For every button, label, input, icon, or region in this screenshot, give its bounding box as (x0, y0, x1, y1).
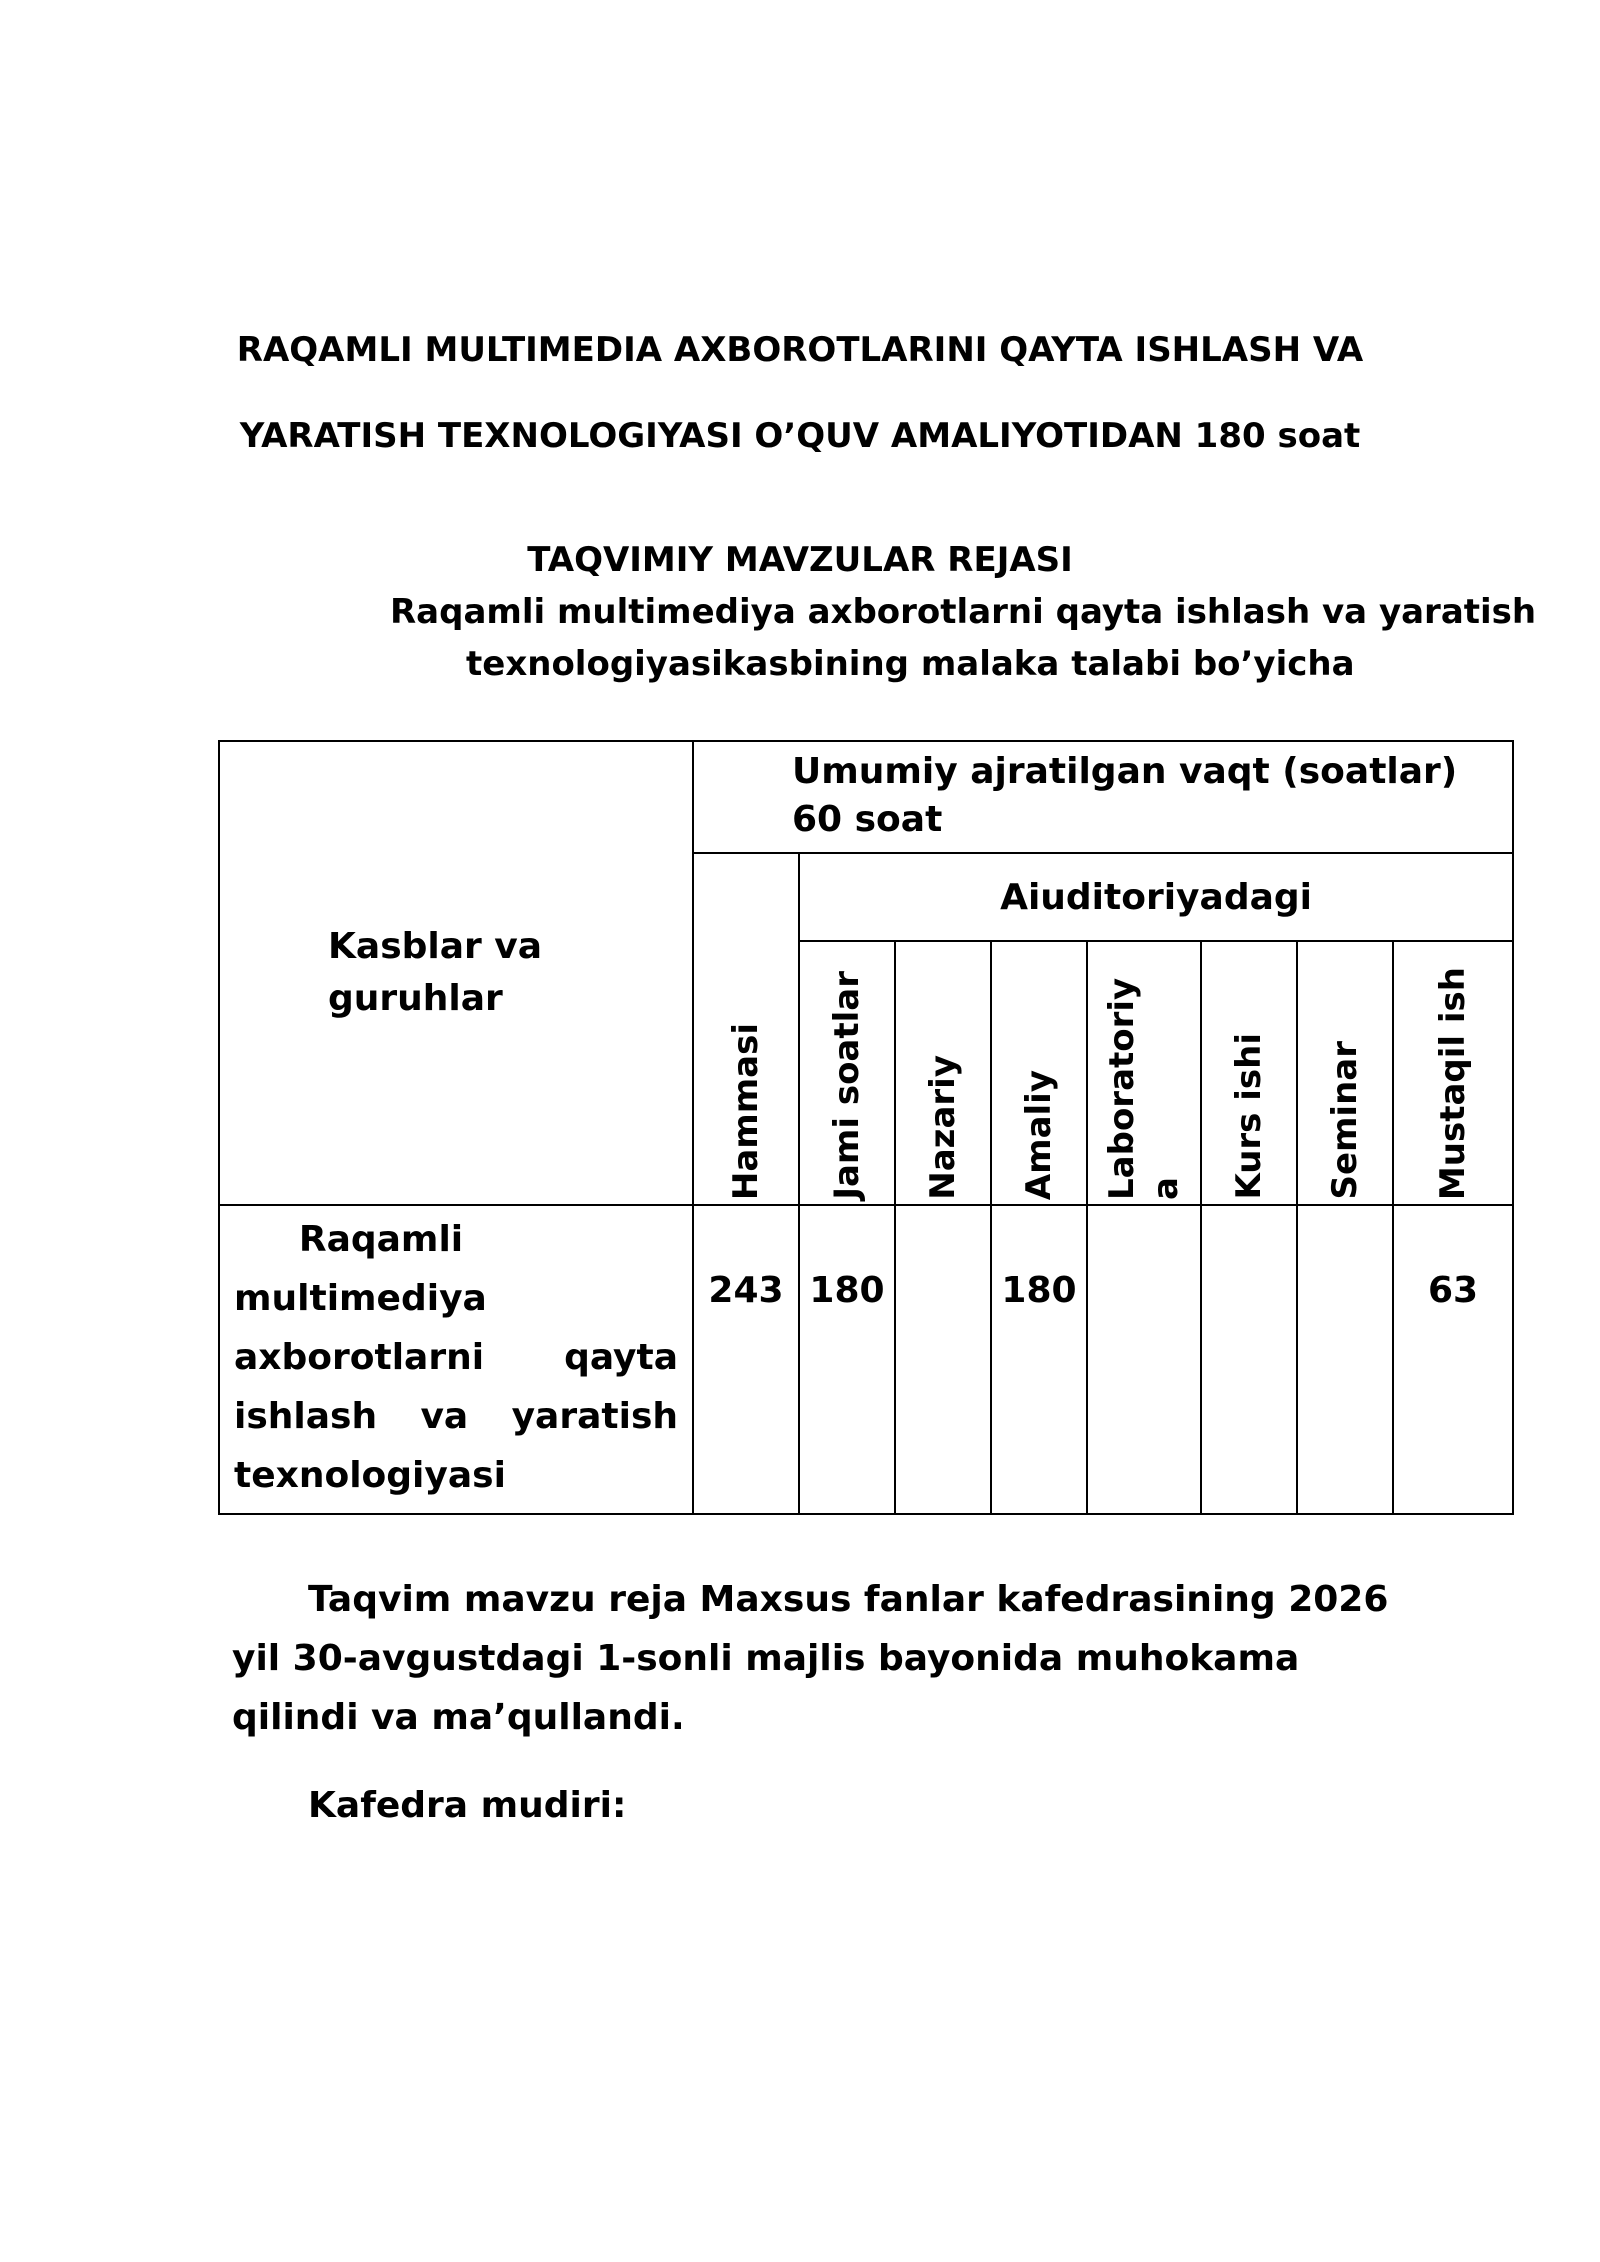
table-row (219, 1205, 1513, 1514)
value-amaliy: 180 (991, 1205, 1087, 1514)
header-seminar: Seminar (1297, 941, 1393, 1205)
plan-subheading-line-1: Raqamli multimediya axborotlarni qayta ishlash va yaratish (390, 592, 1537, 632)
value-kurs-ishi (1201, 1205, 1297, 1514)
header-kurs-ishi: Kurs ishi (1201, 941, 1297, 1205)
header-nazariy: Nazariy (895, 941, 991, 1205)
document-title-line-2: YARATISH TEXNOLOGIYASI O’QUV AMALIYOTIDAN 180 soat (239, 416, 1361, 456)
header-amaliy: Amaliy (991, 941, 1087, 1205)
header-hammasi: Hammasi (693, 853, 799, 1205)
header-mustaqil-ish: Mustaqil ish (1393, 941, 1513, 1205)
header-umumiy-vaqt: Umumiy ajratilgan vaqt (soatlar) 60 soat (693, 741, 1513, 853)
header-jami-soatlar: Jami soatlar (799, 941, 895, 1205)
department-head-label: Kafedra mudiri: (308, 1785, 627, 1826)
header-aiuditoriyadagi: Aiuditoriyadagi (799, 853, 1513, 941)
value-seminar (1297, 1205, 1393, 1514)
plan-subheading-line-2: texnologiyasikasbining malaka talabi bo’yicha (466, 644, 1355, 684)
plan-heading: TAQVIMIY MAVZULAR REJASI (527, 540, 1073, 580)
document-title-line-1: RAQAMLI MULTIMEDIA AXBOROTLARINI QAYTA ISHLASH VA (236, 330, 1364, 370)
header-laboratoriya: Laboratoriy a (1087, 941, 1201, 1205)
value-nazariy (895, 1205, 991, 1514)
hours-table (218, 740, 1514, 1515)
value-mustaqil-ish: 63 (1393, 1205, 1513, 1514)
header-kasblar-guruhlar: Kasblar va guruhlar (219, 741, 693, 1205)
value-laboratoriya (1087, 1205, 1201, 1514)
value-hammasi: 243 (693, 1205, 799, 1514)
subject-name: Raqamli multimediya axborotlarni qayta ishlash va yaratish texnologiyasi (219, 1205, 693, 1514)
approval-paragraph: Taqvim mavzu reja Maxsus fanlar kafedrasining 2026 yil 30-avgustdagi 1-sonli majlis bayonida muhokama qilindi va ma’qullandi. (232, 1579, 1389, 1738)
value-jami-soatlar: 180 (799, 1205, 895, 1514)
